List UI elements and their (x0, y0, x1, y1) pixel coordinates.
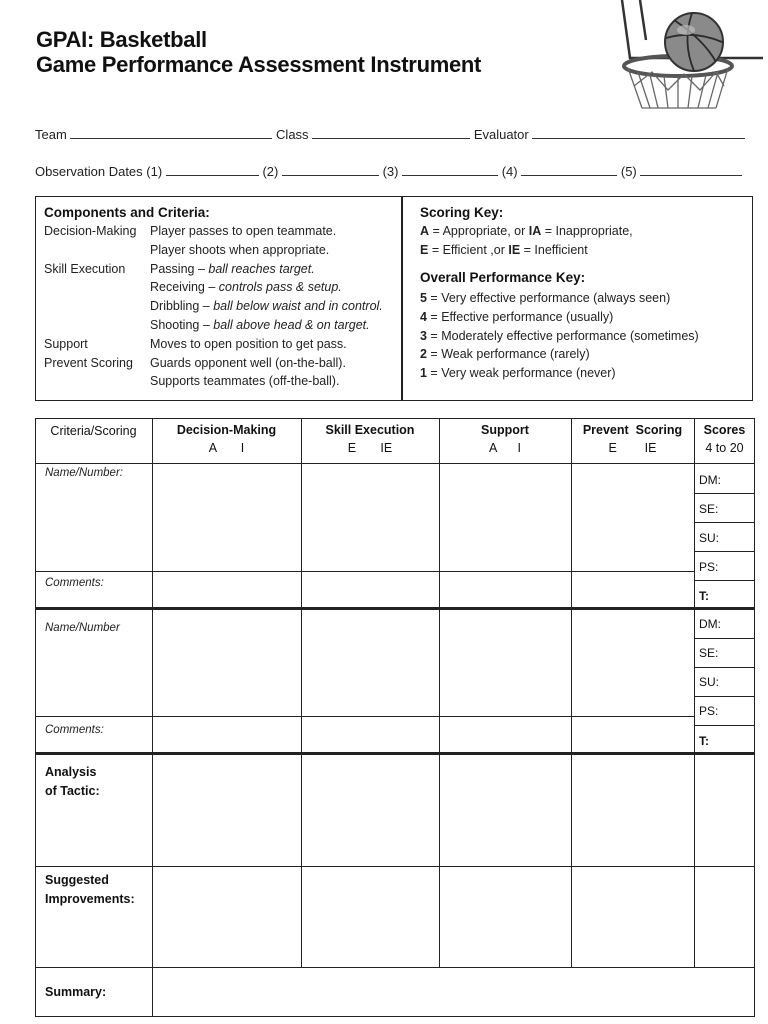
level-text: = Effective performance (usually) (426, 309, 614, 324)
scores-title: Scores (703, 423, 746, 437)
criterion-text: Supports teammates (off-the-ball). (150, 374, 340, 389)
criterion-text: Guards opponent well (on-the-ball). (150, 355, 346, 370)
criterion-text: Dribbling – (150, 299, 214, 314)
level-score: 1 (420, 366, 427, 381)
criterion-line (150, 297, 383, 316)
score-se-label: SE: (699, 646, 719, 660)
criterion-line (150, 278, 383, 297)
performance-level (420, 289, 699, 308)
date-label-5: (5) (620, 164, 637, 179)
score-se-label: SE: (699, 502, 719, 516)
criterion-detail: controls pass & setup. (218, 280, 342, 295)
date-field-5[interactable] (640, 165, 742, 176)
scoring-key-line-1 (420, 222, 633, 241)
code-ia-text: = Inappropriate, (541, 224, 633, 238)
code-e: E (420, 243, 429, 257)
code-ie-text: = Inefficient (520, 243, 588, 257)
performance-level (420, 327, 699, 346)
class-label: Class (276, 127, 309, 142)
column-title: Prevent Scoring (582, 423, 683, 437)
performance-key-heading: Overall Performance Key: (420, 270, 586, 285)
criterion-line (150, 354, 383, 373)
row-head-line: of Tactic: (45, 784, 100, 798)
component-name: Skill Execution (44, 261, 126, 276)
component-name: Decision-Making (44, 224, 137, 238)
assessment-table (35, 418, 755, 1018)
header-prevent-scoring (571, 421, 694, 457)
level-score: 3 (420, 328, 427, 343)
criterion-line (150, 222, 383, 241)
performance-level (420, 364, 699, 383)
criterion-text: Passing – (150, 261, 209, 276)
header-criteria-scoring: Criteria/Scoring (50, 424, 137, 438)
header-decision-making (152, 421, 301, 457)
date-field-1[interactable] (166, 165, 259, 176)
class-field[interactable] (312, 128, 470, 139)
column-title: Support (481, 423, 529, 437)
column-codes: A I (208, 441, 245, 455)
column-title: Skill Execution (325, 423, 415, 437)
summary-label: Summary: (45, 985, 107, 999)
score-su-label: SU: (699, 531, 720, 545)
date-label-2: (2) (262, 164, 279, 179)
code-ie: IE (508, 243, 521, 257)
level-score: 4 (420, 309, 427, 324)
column-codes: A I (489, 441, 521, 455)
level-text: = Weak performance (rarely) (426, 347, 590, 362)
scoring-key-heading: Scoring Key: (420, 205, 504, 220)
scoring-key-line-2 (420, 241, 588, 260)
criterion-line (150, 372, 383, 391)
date-field-3[interactable] (402, 165, 498, 176)
criterion-line (150, 260, 383, 279)
player-1-name-label: Name/Number: (45, 467, 123, 479)
score-ps-label: PS: (699, 704, 719, 718)
column-codes: E IE (347, 441, 393, 455)
player-2-name-label: Name/Number (45, 622, 120, 634)
code-e-text: = Efficient ,or (428, 243, 509, 257)
team-field[interactable] (70, 128, 272, 139)
score-total-label: T: (699, 734, 709, 748)
code-a: A (420, 224, 430, 238)
component-names (44, 222, 136, 372)
score-su-label: SU: (699, 675, 720, 689)
date-label-3: (3) (382, 164, 399, 179)
score-total-label: T: (699, 589, 709, 603)
suggested-improvements-label (45, 871, 135, 909)
performance-level (420, 308, 699, 327)
component-name: Prevent Scoring (44, 355, 133, 370)
criterion-detail: ball below waist and in control. (213, 299, 383, 314)
title-line-1: GPAI: Basketball (36, 27, 207, 52)
criterion-text: Shooting – (150, 317, 214, 332)
component-name (44, 297, 136, 316)
criteria-divider (401, 196, 403, 401)
performance-level (420, 345, 699, 364)
player-1-comments-label: Comments: (45, 577, 104, 589)
scores-range: 4 to 20 (705, 441, 744, 455)
evaluator-field[interactable] (532, 128, 745, 139)
criterion-line (150, 335, 383, 354)
criterion-text: Moves to open position to get pass. (150, 336, 347, 351)
date-label-4: (4) (501, 164, 518, 179)
component-name (44, 278, 136, 297)
level-text: = Very weak performance (never) (426, 366, 616, 381)
level-score: 2 (420, 347, 427, 362)
score-dm-label: DM: (699, 473, 721, 487)
criterion-text: Receiving – (150, 280, 219, 295)
component-name (44, 241, 136, 260)
row-head-line: Suggested (45, 873, 109, 887)
date-label-1: (1) (146, 164, 163, 179)
row-head-line: Analysis (45, 765, 97, 779)
code-a-text: = Appropriate, or (429, 224, 529, 238)
team-label: Team (35, 127, 67, 142)
form-row-team (35, 127, 745, 142)
column-title: Decision-Making (176, 423, 277, 437)
score-ps-label: PS: (699, 560, 719, 574)
header-support (439, 421, 571, 457)
component-name (44, 316, 136, 335)
performance-levels (420, 289, 699, 383)
level-score: 5 (420, 291, 427, 305)
criterion-detail: ball reaches target. (208, 261, 315, 276)
criterion-text: Player shoots when appropriate. (150, 242, 330, 257)
criterion-line (150, 241, 383, 260)
evaluator-label: Evaluator (473, 127, 529, 142)
form-row-observation-dates (35, 164, 742, 179)
criterion-detail: ball above head & on target. (213, 317, 370, 332)
column-codes: E IE (608, 441, 657, 455)
row-head-line: Improvements: (45, 892, 135, 906)
criterion-text: Player passes to open teammate. (150, 224, 337, 238)
basketball-hoop-icon (608, 0, 768, 112)
component-name: Support (44, 336, 88, 351)
component-criteria (150, 222, 383, 391)
level-text: = Moderately effective performance (sometimes) (426, 328, 699, 343)
date-field-2[interactable] (282, 165, 379, 176)
code-ia: IA (528, 224, 542, 238)
score-dm-label: DM: (699, 617, 721, 631)
header-scores (694, 421, 755, 457)
criterion-line (150, 316, 383, 335)
player-2-comments-label: Comments: (45, 724, 104, 736)
level-text: = Very effective performance (always seen) (426, 291, 671, 305)
title-line-2: Game Performance Assessment Instrument (36, 52, 482, 77)
analysis-of-tactic-label (45, 763, 100, 801)
date-field-4[interactable] (521, 165, 617, 176)
header-skill-execution (301, 421, 439, 457)
observation-dates-label: Observation Dates (35, 164, 143, 179)
components-heading: Components and Criteria: (44, 205, 210, 220)
